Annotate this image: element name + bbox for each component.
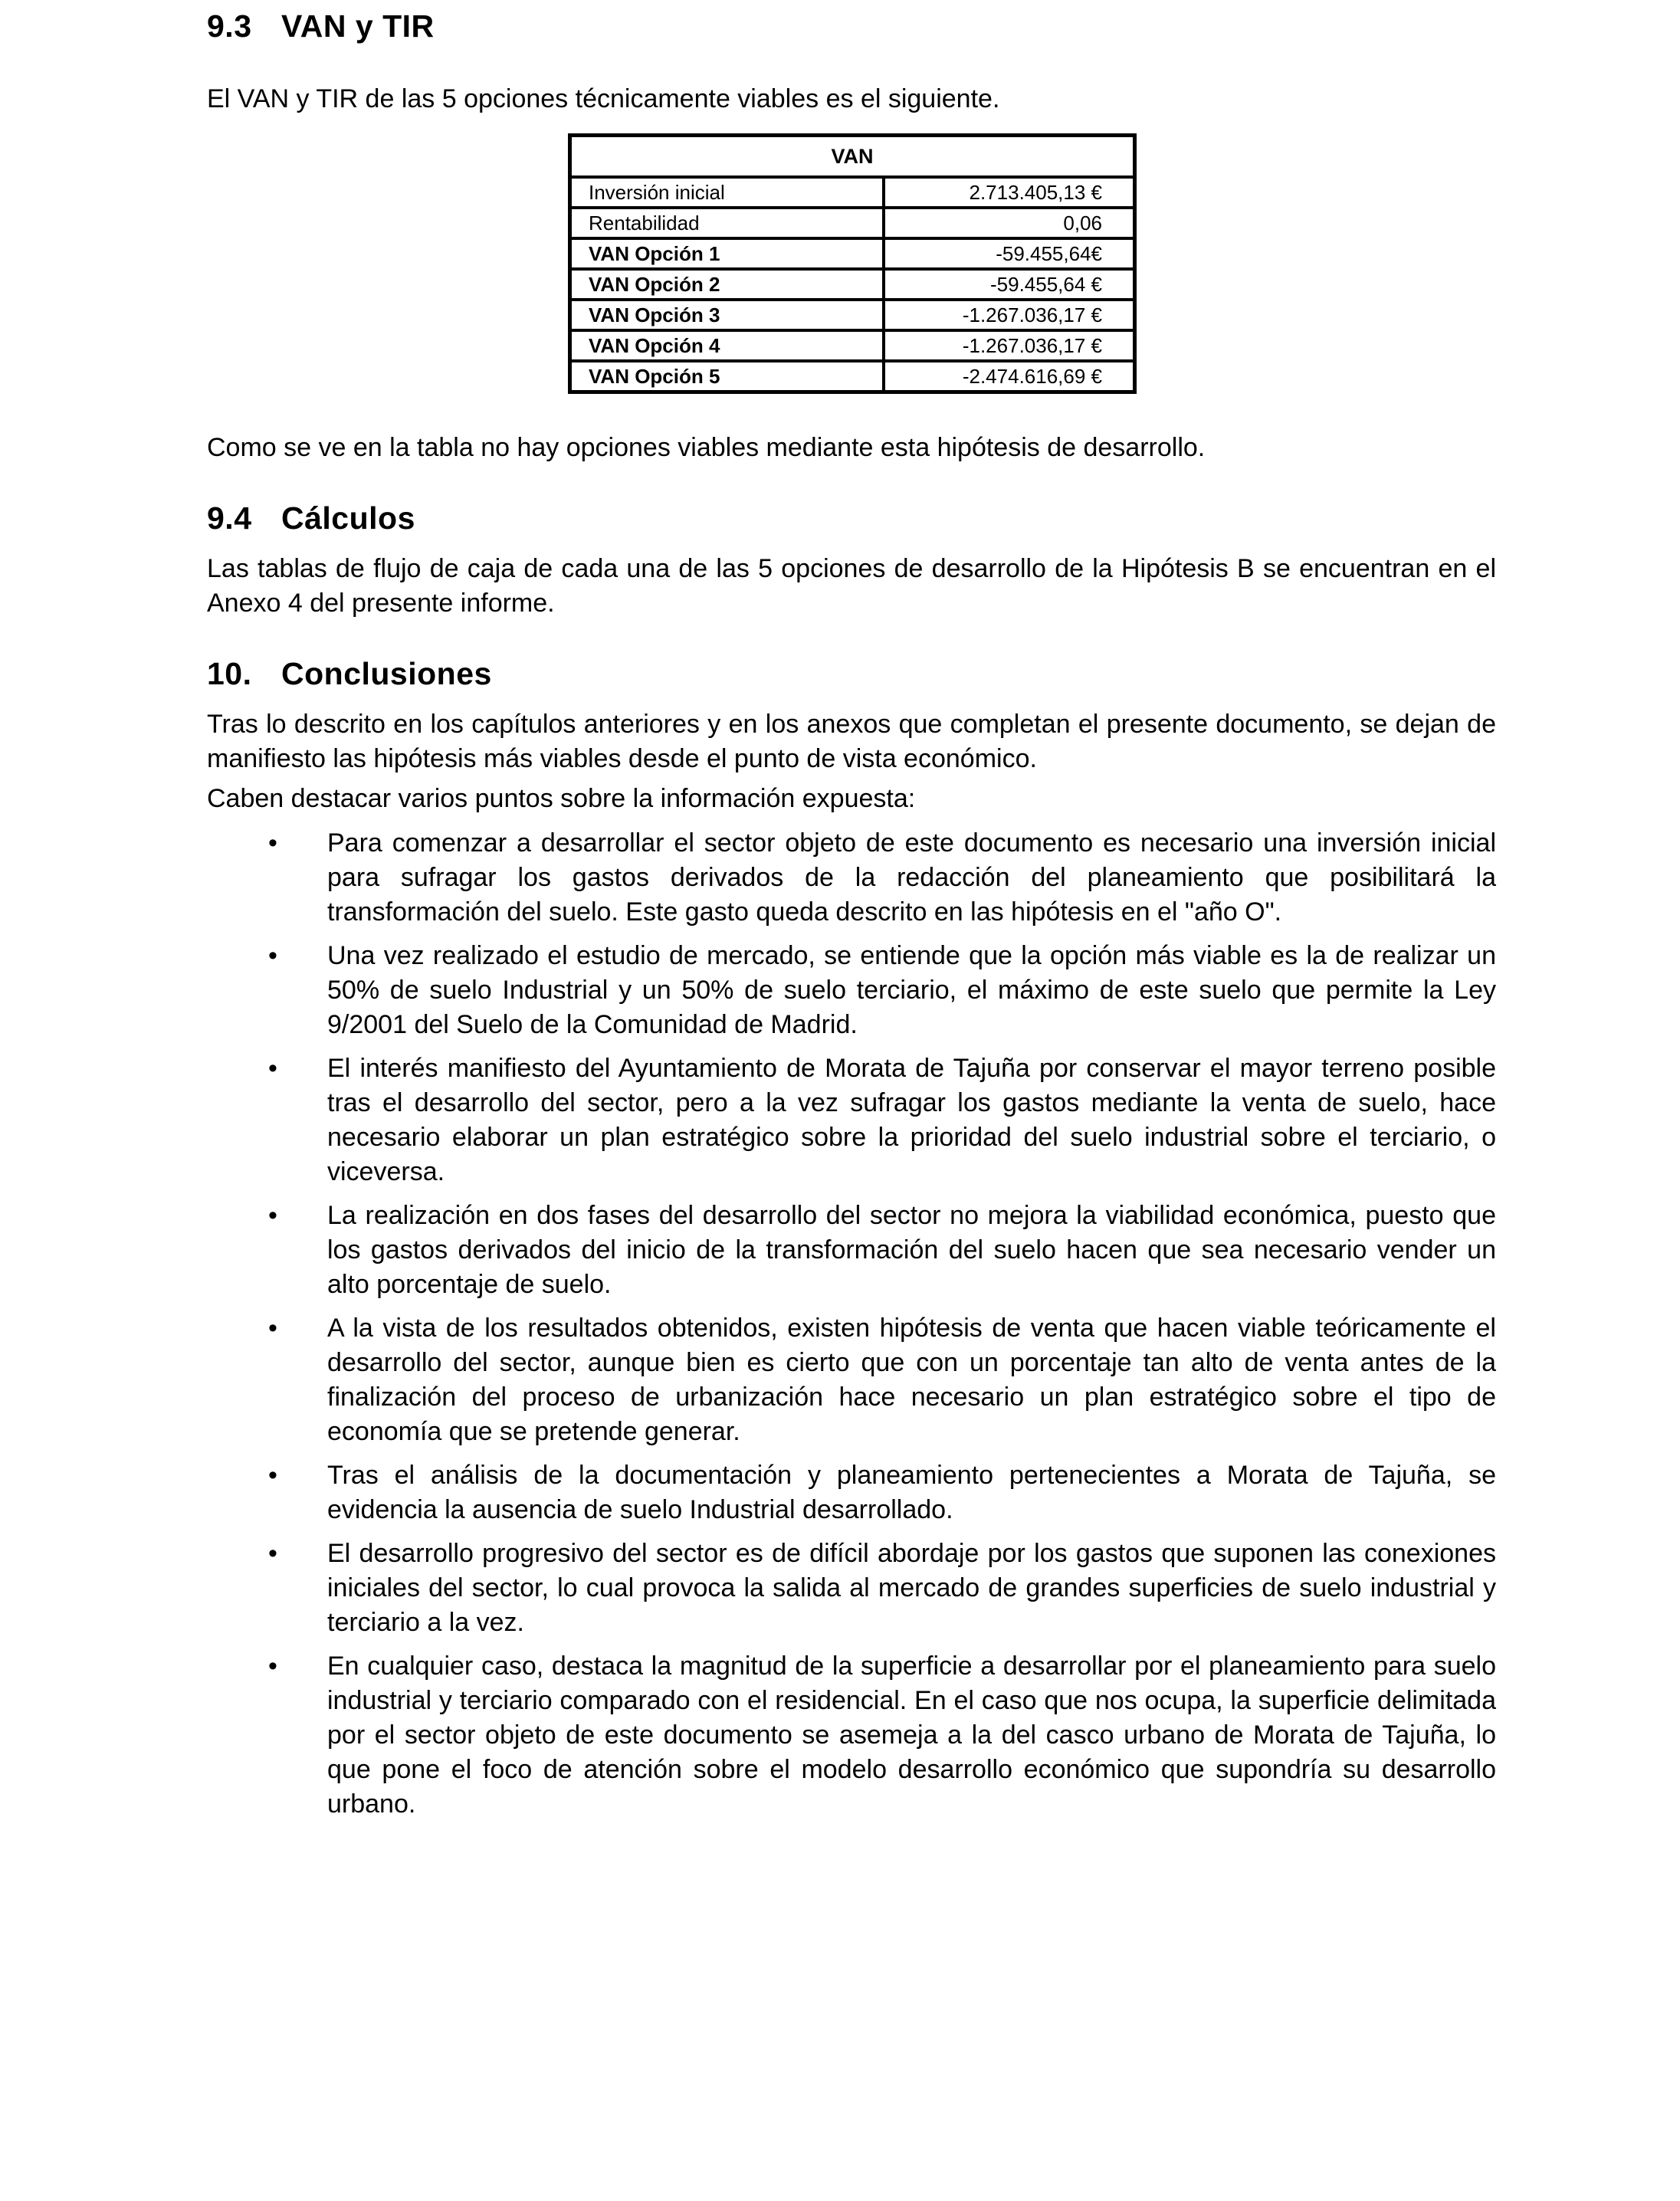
list-item bbox=[207, 1199, 1496, 1302]
section-number: 9.4 bbox=[207, 500, 252, 536]
row-label: VAN Opción 1 bbox=[570, 238, 884, 269]
row-label: VAN Opción 3 bbox=[570, 300, 884, 330]
row-label: VAN Opción 5 bbox=[570, 361, 884, 392]
row-label: VAN Opción 4 bbox=[570, 330, 884, 361]
table-row-van-opcion-2 bbox=[570, 269, 1135, 300]
table-row-van-opcion-1 bbox=[570, 238, 1135, 269]
row-label: VAN Opción 2 bbox=[570, 269, 884, 300]
bullet-text: A la vista de los resultados obtenidos, existen hipótesis de venta que hacen viable teóricamente el desarrollo del sector, aunque bien es cierto que con un porcentaje tan alto de venta antes de la finalización del proceso de urbanización hace necesario un plan estratégico sobre el tipo de economía que se pretende generar. bbox=[327, 1314, 1496, 1446]
table-row-van-opcion-3 bbox=[570, 300, 1135, 330]
bullet-icon: • bbox=[268, 1201, 277, 1230]
section-heading-9-4 bbox=[207, 497, 1496, 540]
bullet-icon: • bbox=[268, 828, 277, 858]
list-item bbox=[207, 1311, 1496, 1449]
bullet-icon: • bbox=[268, 1054, 277, 1083]
bullet-text: Una vez realizado el estudio de mercado, se entiende que la opción más viable es la de realizar un 50% de suelo Industrial y un 50% de suelo terciario, el máximo de este suelo que permite la Ley 9/2001 del Suelo de la Comunidad de Madrid. bbox=[327, 941, 1496, 1039]
van-table bbox=[568, 133, 1137, 394]
van-table-title: VAN bbox=[570, 136, 1135, 178]
van-table-header-row bbox=[570, 136, 1135, 178]
section-title: Conclusiones bbox=[281, 656, 492, 691]
list-item bbox=[207, 826, 1496, 930]
row-label: Inversión inicial bbox=[570, 177, 884, 208]
row-value: -59.455,64 € bbox=[884, 269, 1135, 300]
section-title: Cálculos bbox=[281, 500, 415, 536]
section-title: VAN y TIR bbox=[281, 8, 435, 44]
list-item bbox=[207, 1649, 1496, 1822]
row-value: -59.455,64€ bbox=[884, 238, 1135, 269]
row-value: 0,06 bbox=[884, 208, 1135, 238]
table-row-rentabilidad bbox=[570, 208, 1135, 238]
section-number: 10. bbox=[207, 656, 252, 691]
bullet-icon: • bbox=[268, 1461, 277, 1490]
row-label: Rentabilidad bbox=[570, 208, 884, 238]
row-value: -1.267.036,17 € bbox=[884, 300, 1135, 330]
paragraph-van-intro: El VAN y TIR de las 5 opciones técnicamente viables es el siguiente. bbox=[207, 84, 1000, 113]
paragraph-conclusiones-intro: Tras lo descrito en los capítulos anteriores y en los anexos que completan el presente documento, se dejan de manifiesto las hipótesis más viables desde el punto de vista económico. bbox=[207, 710, 1496, 773]
bullet-text: En cualquier caso, destaca la magnitud de la superficie a desarrollar por el planeamiento para suelo industrial y terciario comparado con el residencial. En el caso que nos ocupa, la superficie delimitada por el sector objeto de este documento se asemeja a la del casco urbano de Morata de Tajuña, lo que pone el foco de atención sobre el modelo desarrollo económico que supondría su desarrollo urbano. bbox=[327, 1652, 1496, 1819]
table-row-inversion bbox=[570, 177, 1135, 208]
table-row-van-opcion-4 bbox=[570, 330, 1135, 361]
list-item bbox=[207, 1458, 1496, 1527]
list-item bbox=[207, 1537, 1496, 1640]
bullet-text: Tras el análisis de la documentación y planeamiento pertenecientes a Morata de Tajuña, se evidencia la ausencia de suelo Industrial desarrollado. bbox=[327, 1461, 1496, 1524]
bullet-text: Para comenzar a desarrollar el sector objeto de este documento es necesario una inversión inicial para sufragar los gastos derivados de la redacción del planeamiento que posibilitará la transformación del suelo. Este gasto queda descrito en las hipótesis en el "año O". bbox=[327, 828, 1496, 927]
paragraph-calculos: Las tablas de flujo de caja de cada una de las 5 opciones de desarrollo de la Hipótesis B se encuentran en el Anexo 4 del presente informe. bbox=[207, 554, 1496, 618]
conclusiones-bullet-list bbox=[207, 826, 1496, 1822]
bullet-text: La realización en dos fases del desarrollo del sector no mejora la viabilidad económica, puesto que los gastos derivados del inicio de la transformación del suelo hacen que sea necesario vender un alto porcentaje de suelo. bbox=[327, 1201, 1496, 1299]
bullet-text: El desarrollo progresivo del sector es de difícil abordaje por los gastos que suponen las conexiones iniciales del sector, lo cual provoca la salida al mercado de grandes superficies de suelo industrial y terciario a la vez. bbox=[327, 1539, 1496, 1637]
section-heading-10 bbox=[207, 652, 1496, 695]
row-value: -1.267.036,17 € bbox=[884, 330, 1135, 361]
paragraph-table-conclusion: Como se ve en la tabla no hay opciones viables mediante esta hipótesis de desarrollo. bbox=[207, 433, 1206, 462]
row-value: 2.713.405,13 € bbox=[884, 177, 1135, 208]
section-heading-9-3 bbox=[207, 5, 1496, 48]
bullet-text: El interés manifiesto del Ayuntamiento de Morata de Tajuña por conservar el mayor terreno posible tras el desarrollo del sector, pero a la vez sufragar los gastos mediante la venta de suelo, hace necesario elaborar un plan estratégico sobre la prioridad del suelo industrial sobre el terciario, o viceversa. bbox=[327, 1054, 1496, 1186]
paragraph-conclusiones-lead: Caben destacar varios puntos sobre la información expuesta: bbox=[207, 784, 916, 813]
list-item bbox=[207, 939, 1496, 1042]
bullet-icon: • bbox=[268, 1652, 277, 1681]
row-value: -2.474.616,69 € bbox=[884, 361, 1135, 392]
table-row-van-opcion-5 bbox=[570, 361, 1135, 392]
list-item bbox=[207, 1051, 1496, 1189]
section-number: 9.3 bbox=[207, 8, 252, 44]
bullet-icon: • bbox=[268, 941, 277, 970]
bullet-icon: • bbox=[268, 1314, 277, 1343]
bullet-icon: • bbox=[268, 1539, 277, 1568]
